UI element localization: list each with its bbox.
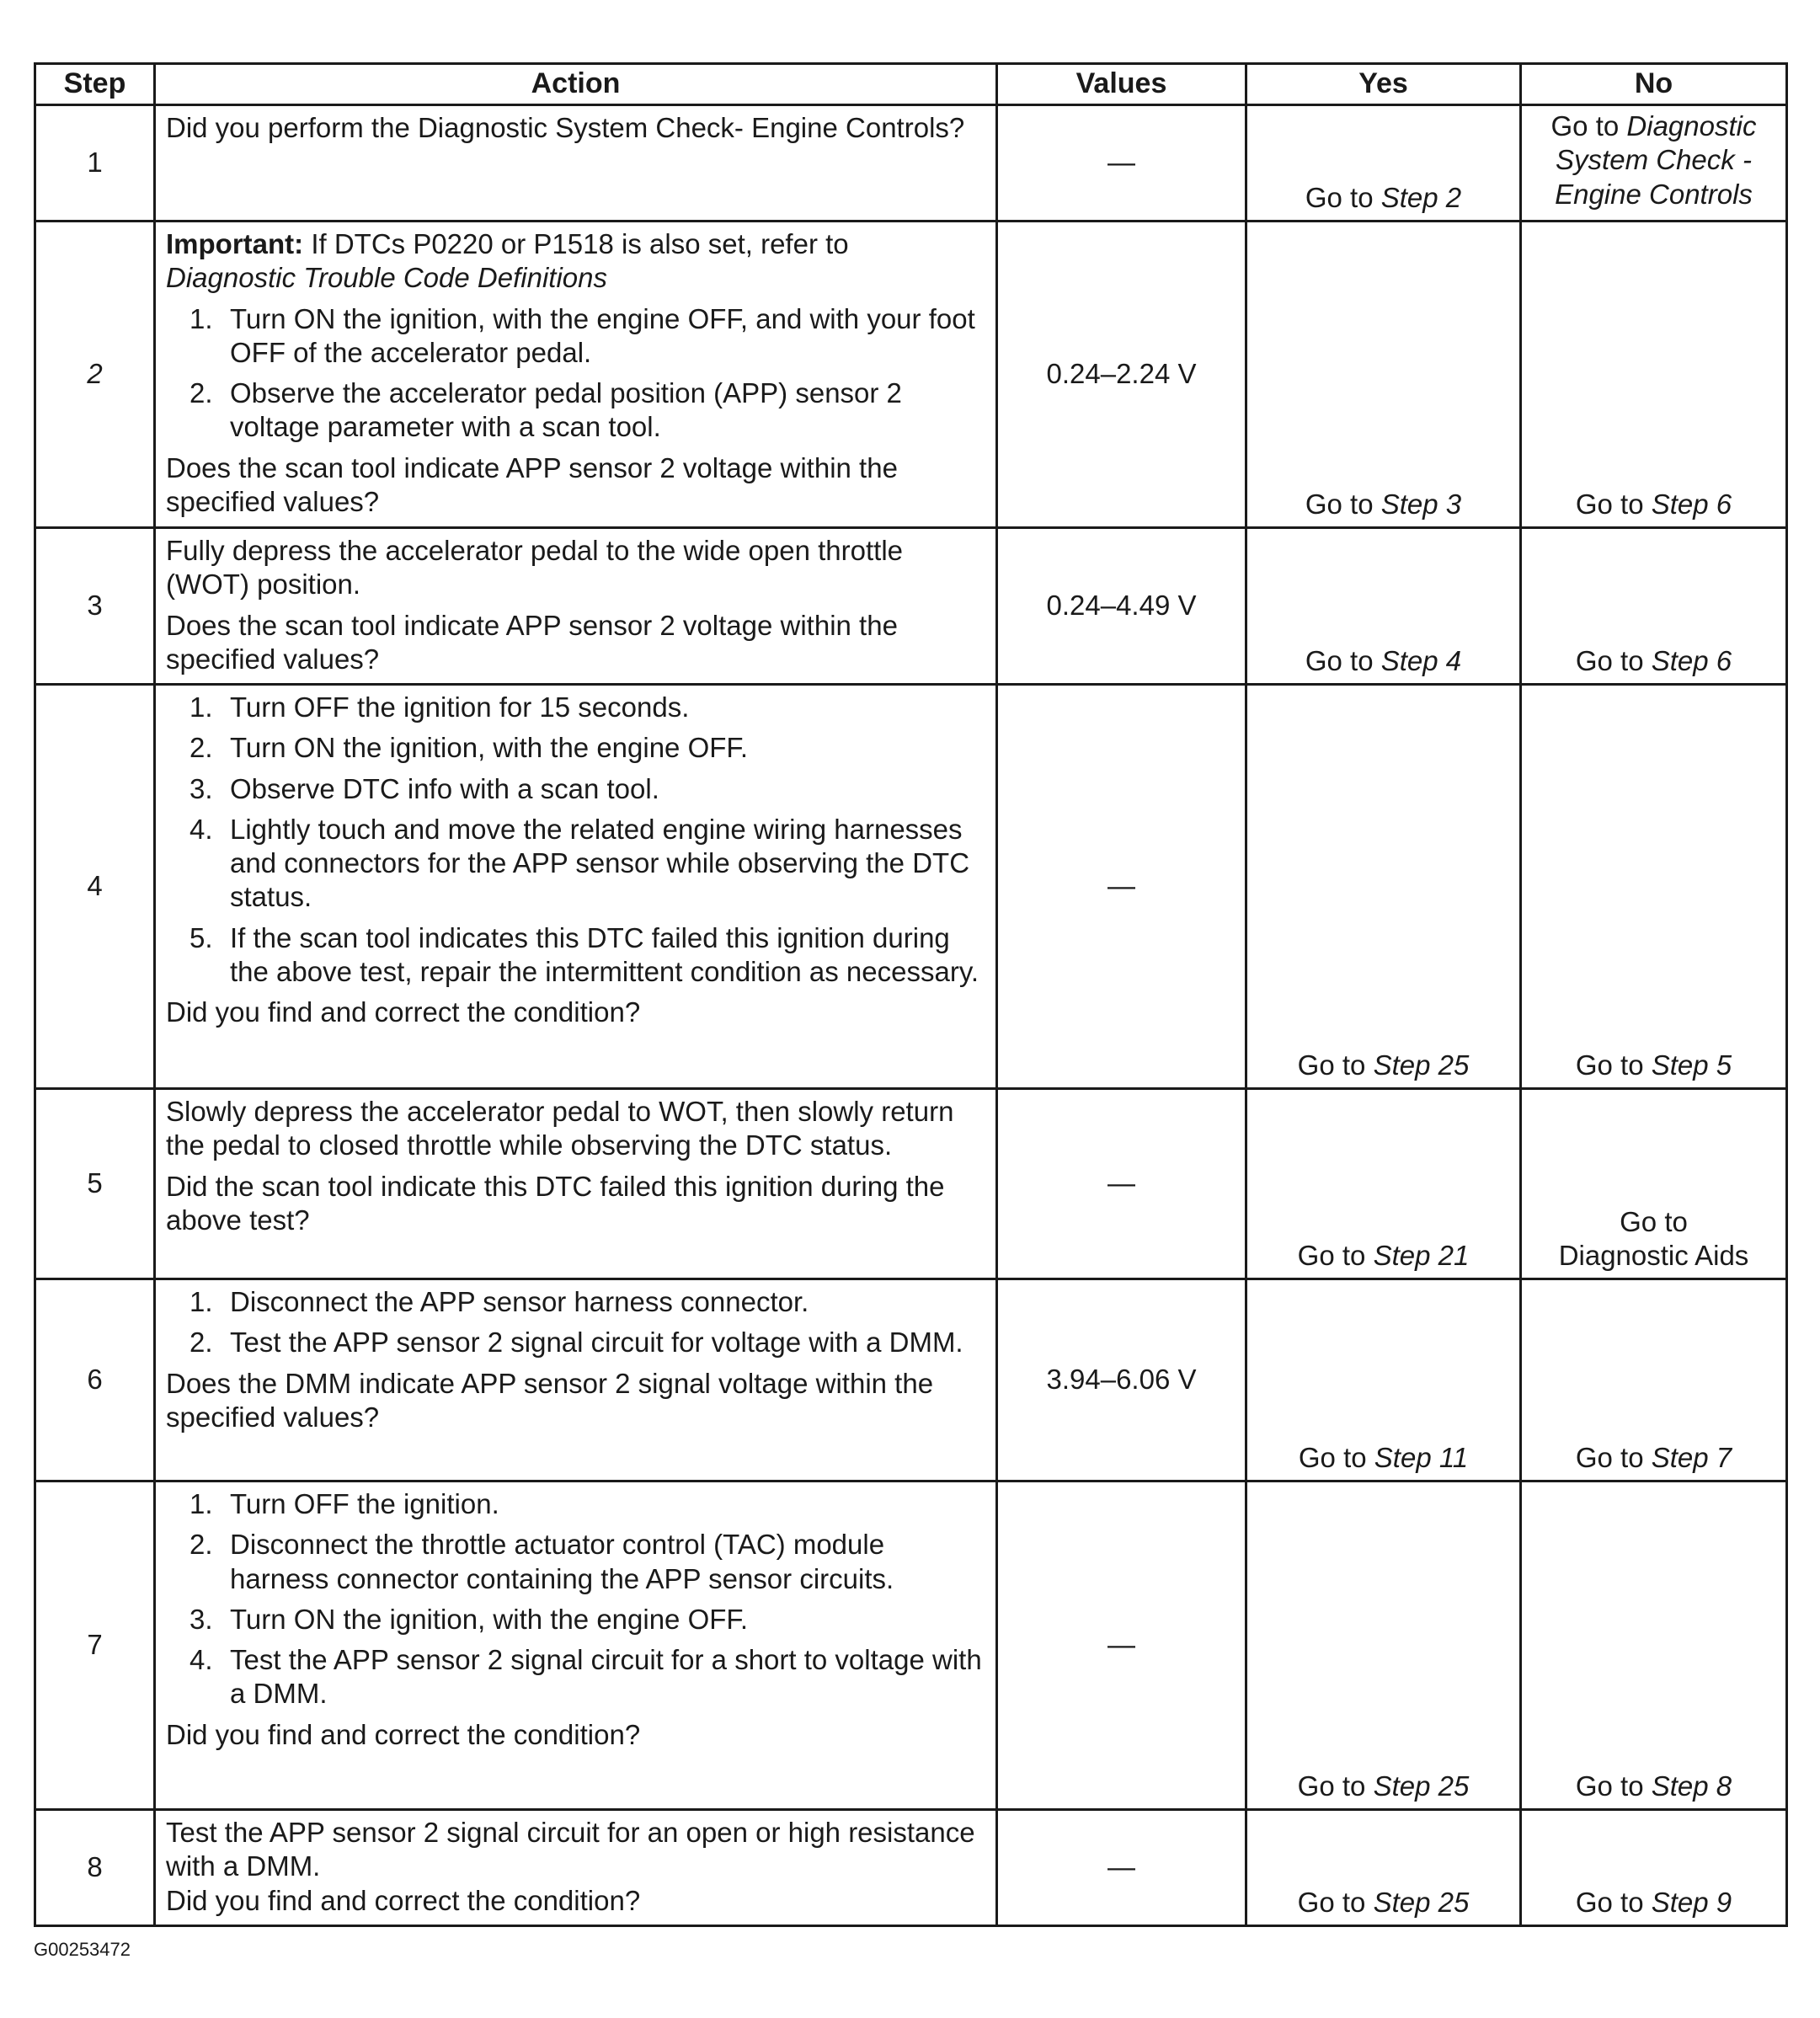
header-yes: Yes (1246, 64, 1521, 105)
step-number: 1 (35, 105, 155, 222)
goto-prefix: Go to (1297, 1049, 1374, 1081)
step-number: 4 (35, 685, 155, 1089)
action-cell (155, 1279, 997, 1481)
header-values: Values (997, 64, 1246, 105)
step-number: 3 (35, 528, 155, 685)
yes-cell (1246, 1279, 1521, 1481)
action-question: Did you find and correct the condition? (166, 1884, 641, 1916)
step-link[interactable]: Step 25 (1373, 1770, 1470, 1802)
step-number: 2 (35, 222, 155, 528)
important-note (166, 227, 985, 296)
value-cell: — (997, 1089, 1246, 1279)
goto-prefix: Go to (1297, 1886, 1374, 1918)
list-item: 5. If the scan tool indicates this DTC failed this ignition during the above test, repair the intermittent condition as necessary. (189, 921, 979, 987)
no-cell (1521, 1279, 1787, 1481)
step-link[interactable]: Step 2 (1380, 181, 1462, 213)
yes-cell (1246, 1481, 1521, 1810)
instruction-list (166, 1487, 985, 1711)
step-number: 7 (35, 1481, 155, 1810)
yes-cell (1246, 685, 1521, 1089)
instruction-list (166, 302, 985, 445)
action-text: Test the APP sensor 2 signal circuit for an open or high resistance with a DMM. (166, 1817, 975, 1882)
value-cell: 3.94–6.06 V (997, 1279, 1246, 1481)
step-link[interactable]: Step 5 (1651, 1049, 1732, 1081)
table-row (35, 222, 1787, 528)
goto-prefix: Go to (1575, 1441, 1652, 1473)
value-cell: — (997, 105, 1246, 222)
instruction-list (166, 691, 985, 989)
dtc-definitions-link[interactable]: Diagnostic Trouble Code Definitions (166, 262, 607, 294)
action-cell (155, 528, 997, 685)
list-item: 4. Lightly touch and move the related engine wiring harnesses and connectors for the APP sensor while observing the DTC status. (189, 813, 970, 913)
goto-prefix: Go to (1298, 1441, 1374, 1473)
table-row (35, 1810, 1787, 1926)
value-cell: 0.24–4.49 V (997, 528, 1246, 685)
step-link[interactable]: Step 7 (1651, 1441, 1732, 1473)
value-cell: — (997, 685, 1246, 1089)
header-no: No (1521, 64, 1787, 105)
no-cell (1521, 222, 1787, 528)
instruction-list (166, 1285, 985, 1360)
important-text: If DTCs P0220 or P1518 is also set, refer to (303, 228, 849, 259)
step-number: 5 (35, 1089, 155, 1279)
list-item: 1. Turn OFF the ignition. (189, 1488, 499, 1519)
step-link[interactable]: Step 6 (1651, 488, 1732, 520)
goto-prefix: Go to (1297, 1770, 1374, 1802)
yes-cell (1246, 105, 1521, 222)
goto-prefix: Go to (1305, 644, 1381, 676)
yes-cell (1246, 222, 1521, 528)
table-row (35, 528, 1787, 685)
step-link[interactable]: Step 9 (1651, 1886, 1732, 1918)
step-link[interactable]: Step 3 (1380, 488, 1462, 520)
goto-prefix: Go to (1575, 1886, 1652, 1918)
action-text: Fully depress the accelerator pedal to the wide open throttle (WOT) position. (166, 535, 904, 601)
step-link[interactable]: Step 4 (1380, 644, 1462, 676)
goto-prefix: Go to (1305, 181, 1381, 213)
action-cell (155, 685, 997, 1089)
figure-id: G00253472 (34, 1939, 131, 1960)
value-cell: — (997, 1810, 1246, 1926)
no-cell (1521, 685, 1787, 1089)
table-row (35, 1089, 1787, 1279)
action-question: Did the scan tool indicate this DTC failed this ignition during the above test? (166, 1170, 945, 1236)
diagnostic-aids-link[interactable]: Diagnostic Aids (1558, 1239, 1749, 1271)
diagnostic-table (34, 62, 1788, 1927)
list-item: 2. Turn ON the ignition, with the engine OFF. (189, 732, 749, 764)
no-cell (1521, 1089, 1787, 1279)
list-item: 4. Test the APP sensor 2 signal circuit for a short to voltage with a DMM. (189, 1644, 982, 1710)
goto-prefix: Go to (1550, 110, 1627, 141)
action-cell (155, 1481, 997, 1810)
action-cell (155, 222, 997, 528)
yes-cell (1246, 528, 1521, 685)
table-row (35, 1481, 1787, 1810)
step-link[interactable]: Step 25 (1373, 1886, 1470, 1918)
action-cell (155, 105, 997, 222)
list-item: 1. Turn OFF the ignition for 15 seconds. (189, 691, 690, 723)
goto-prefix: Go to (1297, 1239, 1374, 1271)
no-cell (1521, 1810, 1787, 1926)
no-cell (1521, 105, 1787, 222)
list-item: 2. Disconnect the throttle actuator control (TAC) module harness connector containing the APP sensor circuits. (189, 1529, 894, 1594)
yes-cell (1246, 1089, 1521, 1279)
goto-prefix: Go to (1305, 488, 1381, 520)
action-text: Did you perform the Diagnostic System Check- Engine Controls? (166, 112, 965, 143)
step-link[interactable]: Step 21 (1373, 1239, 1470, 1271)
goto-prefix: Go to (1575, 1770, 1652, 1802)
yes-cell (1246, 1810, 1521, 1926)
action-question: Did you find and correct the condition? (166, 996, 641, 1028)
table-row (35, 685, 1787, 1089)
step-link[interactable]: Step 8 (1651, 1770, 1732, 1802)
list-item: 2. Test the APP sensor 2 signal circuit for voltage with a DMM. (189, 1327, 963, 1359)
action-text: Slowly depress the accelerator pedal to WOT, then slowly return the pedal to closed throttle while observing the DTC status. (166, 1096, 954, 1161)
list-item: 3. Turn ON the ignition, with the engine OFF. (189, 1603, 749, 1635)
diagnostic-system-check-link[interactable]: Diagnostic System Check - Engine Controls (1555, 110, 1757, 210)
no-cell (1521, 528, 1787, 685)
goto-prefix: Go to (1575, 1049, 1652, 1081)
value-cell: — (997, 1481, 1246, 1810)
value-cell: 0.24–2.24 V (997, 222, 1246, 528)
table-row (35, 105, 1787, 222)
goto-prefix: Go to (1620, 1205, 1688, 1237)
list-item: 3. Observe DTC info with a scan tool. (189, 772, 659, 804)
step-link[interactable]: Step 6 (1651, 644, 1732, 676)
action-cell (155, 1089, 997, 1279)
step-number: 8 (35, 1810, 155, 1926)
important-label: Important: (166, 228, 304, 259)
no-cell (1521, 1481, 1787, 1810)
action-question: Does the scan tool indicate APP sensor 2 voltage within the specified values? (166, 609, 898, 675)
table-row (35, 1279, 1787, 1481)
step-number: 6 (35, 1279, 155, 1481)
action-question: Did you find and correct the condition? (166, 1718, 641, 1750)
action-cell (155, 1810, 997, 1926)
list-item: 1. Disconnect the APP sensor harness connector. (189, 1286, 809, 1317)
header-row (35, 64, 1787, 105)
header-step: Step (35, 64, 155, 105)
action-question: Does the DMM indicate APP sensor 2 signal voltage within the specified values? (166, 1367, 934, 1433)
step-link[interactable]: Step 11 (1374, 1441, 1469, 1473)
header-action: Action (155, 64, 997, 105)
list-item: 1. Turn ON the ignition, with the engine OFF, and with your foot OFF of the accelerator pedal. (189, 302, 975, 368)
action-question: Does the scan tool indicate APP sensor 2 voltage within the specified values? (166, 451, 898, 517)
list-item: 2. Observe the accelerator pedal position (APP) sensor 2 voltage parameter with a scan tool. (189, 377, 902, 443)
goto-prefix: Go to (1575, 488, 1652, 520)
step-link[interactable]: Step 25 (1373, 1049, 1470, 1081)
goto-prefix: Go to (1575, 644, 1652, 676)
